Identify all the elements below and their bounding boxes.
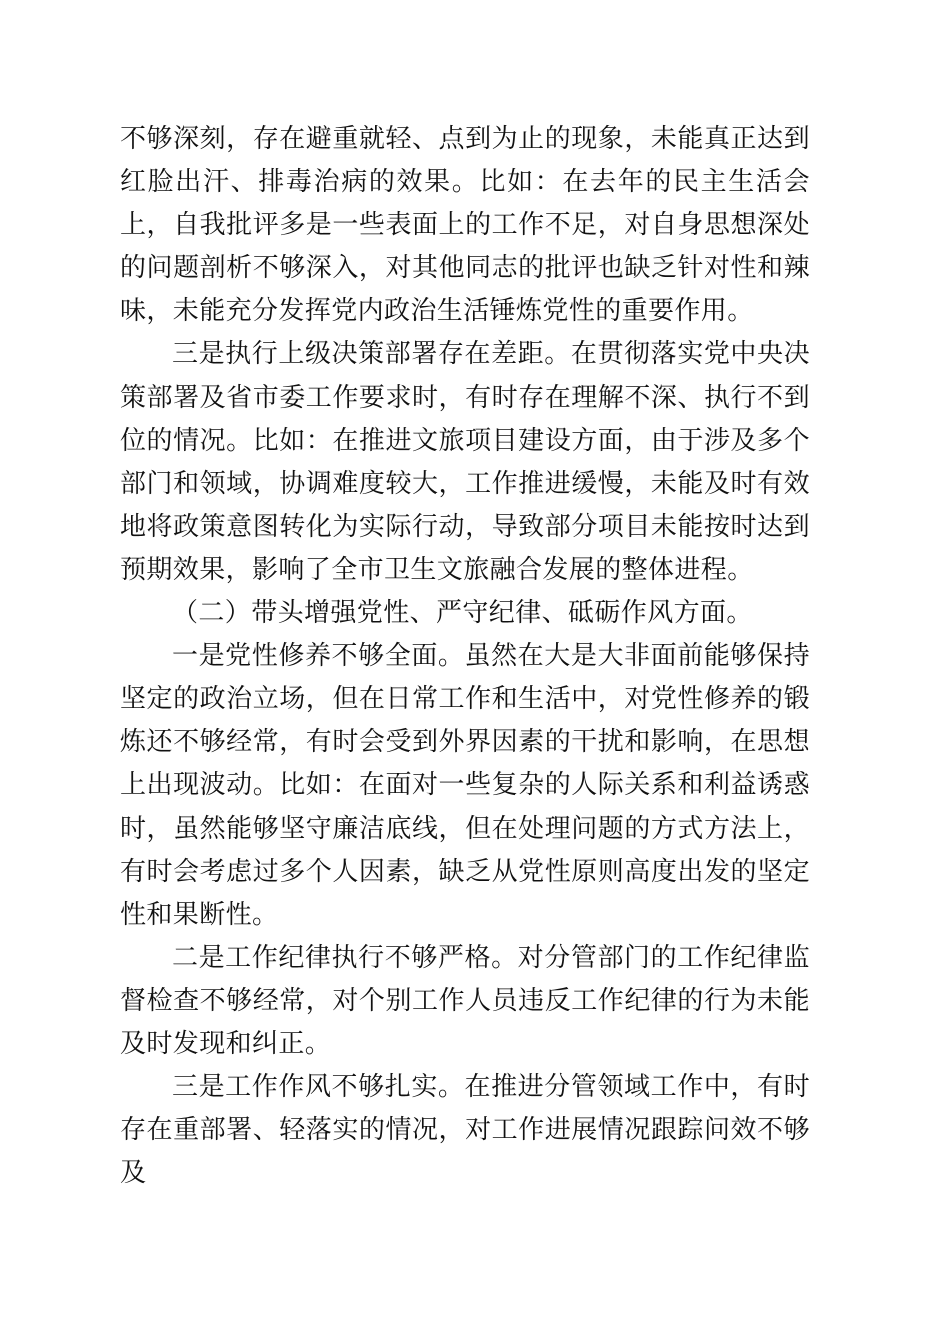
paragraph-work-discipline: 二是工作纪律执行不够严格。对分管部门的工作纪律监督检查不够经常，对个别工作人员违反工作纪律的行为未能及时发现和纠正。 bbox=[120, 942, 810, 1059]
paragraph-work-style: 三是工作作风不够扎实。在推进分管领域工作中，有时存在重部署、轻落实的情况，对工作进展情况跟踪问效不够及 bbox=[120, 1072, 810, 1189]
paragraph-continuation: 不够深刻，存在避重就轻、点到为止的现象，未能真正达到红脸出汗、排毒治病的效果。比如：在去年的民主生活会上，自我批评多是一些表面上的工作不足，对自身思想深处的问题剖析不够深入，对其他同志的批评也缺乏针对性和辣味，未能充分发挥党内政治生活锤炼党性的重要作用。 bbox=[120, 124, 810, 327]
section-heading-party-spirit: （二）带头增强党性、严守纪律、砥砺作风方面。 bbox=[172, 598, 753, 629]
paragraph-party-cultivation: 一是党性修养不够全面。虽然在大是大非面前能够保持坚定的政治立场，但在日常工作和生活中，对党性修养的锻炼还不够经常，有时会受到外界因素的干扰和影响，在思想上出现波动。比如：在面对一些复杂的人际关系和利益诱惑时，虽然能够坚守廉洁底线，但在处理问题的方式方法上，有时会考虑过多个人因素，缺乏从党性原则高度出发的坚定性和果断性。 bbox=[120, 641, 810, 930]
body-text bbox=[120, 118, 810, 1195]
paragraph-decision-implementation: 三是执行上级决策部署存在差距。在贯彻落实党中央决策部署及省市委工作要求时，有时存在理解不深、执行不到位的情况。比如：在推进文旅项目建设方面，由于涉及多个部门和领域，协调难度较大，工作推进缓慢，未能及时有效地将政策意图转化为实际行动，导致部分项目未能按时达到预期效果，影响了全市卫生文旅融合发展的整体进程。 bbox=[120, 339, 810, 585]
